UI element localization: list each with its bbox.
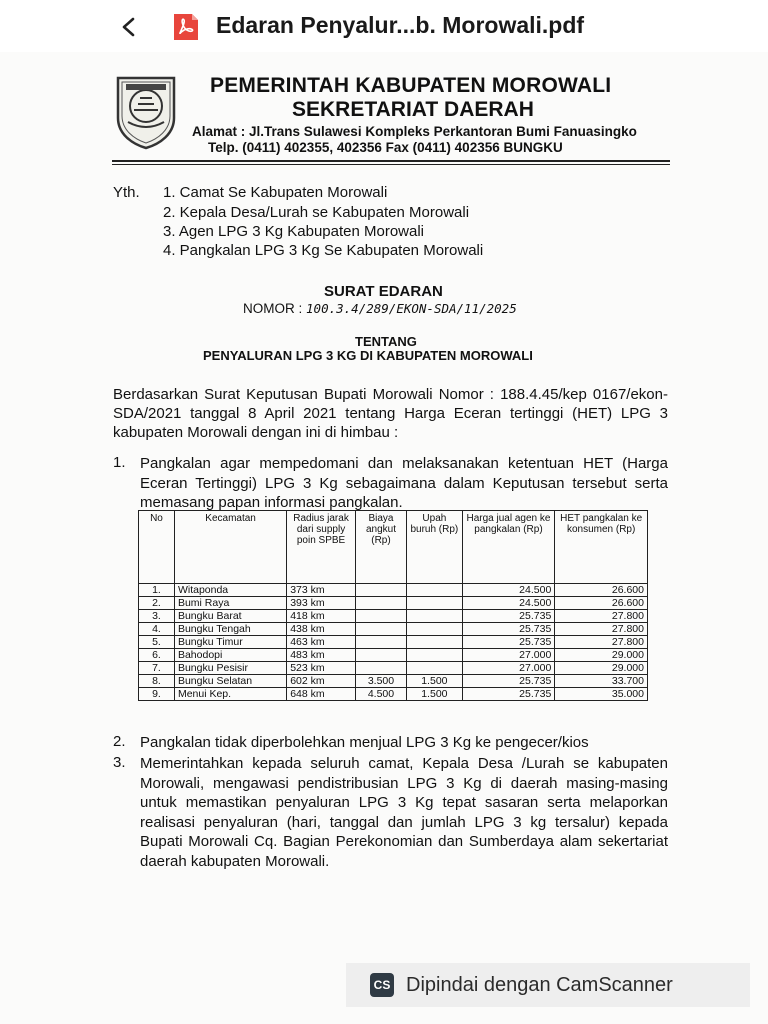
recipients-label: Yth. [113, 184, 140, 201]
point-text: Memerintahkan kepada seluruh camat, Kepala Desa /Lurah se kabupaten Morowali, mengawasi pendistribusian LPG 3 Kg di daerah masing-masing untuk memastikan penyaluran LPG 3 Kg tepat sasaran serta melaporkan realisasi penyaluran (hari, tanggal dan jumlah LPG 3 kg tersalur) kepada Bupati Morowali Cq. Bagian Perekonomian dan Sumberdaya alam sekertariat daerah kabupaten Morowali. [140, 755, 668, 870]
table-cell: 648 km [287, 688, 356, 701]
letterhead-divider [112, 160, 670, 162]
regency-emblem-icon [114, 72, 178, 150]
table-row [139, 610, 648, 623]
point-number: 1. [113, 454, 126, 471]
table-cell [407, 610, 463, 623]
table-cell: 27.000 [462, 649, 555, 662]
table-cell: 1. [139, 584, 175, 597]
letter-title: SURAT EDARAN [324, 283, 443, 300]
table-cell: 27.000 [462, 662, 555, 675]
watermark-text: Dipindai dengan CamScanner [406, 973, 673, 996]
table-cell: 24.500 [462, 597, 555, 610]
document-title: Edaran Penyalur...b. Morowali.pdf [216, 12, 585, 38]
table-cell: 25.735 [462, 688, 555, 701]
table-cell [355, 610, 406, 623]
table-cell: 602 km [287, 675, 356, 688]
intro-paragraph: Berdasarkan Surat Keputusan Bupati Morowali Nomor : 188.4.45/kep 0167/ekon-SDA/2021 tanggal 8 April 2021 tentang Harga Eceran tertinggi (HET) LPG 3 kabupaten Morowali dengan ini di himbau : [113, 386, 668, 441]
table-cell: Bungku Pesisir [174, 662, 286, 675]
table-cell: 463 km [287, 636, 356, 649]
table-cell [355, 636, 406, 649]
letter-number-label: NOMOR : [243, 301, 303, 316]
table-row [139, 597, 648, 610]
letter-subject: PENYALURAN LPG 3 KG DI KABUPATEN MOROWALI [203, 348, 533, 363]
table-header-cell: Biaya angkut (Rp) [355, 511, 406, 584]
recipient-item: 2. Kepala Desa/Lurah se Kabupaten Morowali [163, 204, 470, 221]
letterhead-line-1: PEMERINTAH KABUPATEN MOROWALI [210, 74, 612, 97]
table-cell [407, 584, 463, 597]
recipient-item: 4. Pangkalan LPG 3 Kg Se Kabupaten Morowali [163, 242, 484, 259]
table-cell: 29.000 [555, 662, 648, 675]
table-cell: Menui Kep. [174, 688, 286, 701]
recipient-item: 1. Camat Se Kabupaten Morowali [163, 184, 388, 201]
table-cell: Bungku Selatan [174, 675, 286, 688]
letterhead-phone: Telp. (0411) 402355, 402356 Fax (0411) 402356 BUNGKU [208, 140, 563, 155]
table-cell: 27.800 [555, 623, 648, 636]
table-cell: Bungku Barat [174, 610, 286, 623]
table-cell: 27.800 [555, 610, 648, 623]
table-cell: 8. [139, 675, 175, 688]
table-row [139, 675, 648, 688]
table-row [139, 649, 648, 662]
back-button[interactable] [112, 10, 146, 44]
table-cell [355, 584, 406, 597]
table-cell [355, 649, 406, 662]
table-cell: 25.735 [462, 636, 555, 649]
top-bar [0, 0, 768, 52]
table-header-row [139, 511, 648, 584]
table-cell: 373 km [287, 584, 356, 597]
table-cell: 6. [139, 649, 175, 662]
table-cell: 418 km [287, 610, 356, 623]
table-cell: 483 km [287, 649, 356, 662]
table-cell: 25.735 [462, 623, 555, 636]
table-cell: 27.800 [555, 636, 648, 649]
letter-number [243, 301, 517, 316]
table-cell: Bahodopi [174, 649, 286, 662]
table-cell: 7. [139, 662, 175, 675]
table-cell: 25.735 [462, 610, 555, 623]
table-header-cell: No [139, 511, 175, 584]
table-cell [407, 662, 463, 675]
table-cell [407, 636, 463, 649]
letter-number-value: 100.3.4/289/EKON-SDA/11/2025 [306, 301, 517, 316]
table-cell: 24.500 [462, 584, 555, 597]
point-number: 3. [113, 754, 126, 771]
table-cell: 9. [139, 688, 175, 701]
table-cell: 4.500 [355, 688, 406, 701]
chevron-left-icon [118, 16, 140, 38]
table-cell: 33.700 [555, 675, 648, 688]
table-row [139, 688, 648, 701]
table-header-cell: Radius jarak dari supply poin SPBE [287, 511, 356, 584]
letter-about: TENTANG [355, 334, 417, 349]
table-cell: 1.500 [407, 675, 463, 688]
table-row [139, 636, 648, 649]
table-cell [407, 649, 463, 662]
letterhead-line-2: SEKRETARIAT DAERAH [292, 98, 534, 121]
table-cell: Bungku Timur [174, 636, 286, 649]
recipient-item: 3. Agen LPG 3 Kg Kabupaten Morowali [163, 223, 425, 240]
table-cell: 393 km [287, 597, 356, 610]
table-cell: 26.600 [555, 597, 648, 610]
table-cell: 25.735 [462, 675, 555, 688]
table-cell: Bumi Raya [174, 597, 286, 610]
table-row [139, 584, 648, 597]
table-cell [355, 623, 406, 636]
table-cell: 438 km [287, 623, 356, 636]
table-row [139, 662, 648, 675]
point-text: Pangkalan tidak diperbolehkan menjual LPG 3 Kg ke pengecer/kios [140, 734, 589, 751]
pdf-file-icon [172, 12, 200, 42]
table-cell [355, 662, 406, 675]
table-header-cell: Harga jual agen ke pangkalan (Rp) [462, 511, 555, 584]
table-cell: 29.000 [555, 649, 648, 662]
table-cell [407, 597, 463, 610]
point-text: Pangkalan agar mempedomani dan melaksanakan ketentuan HET (Harga Eceran Tertinggi) LPG 3 Kg sebagaimana dalam Keputusan tersebut serta memasang papan informasi pangkalan. [140, 455, 668, 511]
table-cell: 35.000 [555, 688, 648, 701]
camscanner-watermark [346, 963, 750, 1007]
point-number: 2. [113, 733, 126, 750]
table-cell: 5. [139, 636, 175, 649]
table-cell: 523 km [287, 662, 356, 675]
table-cell: Witaponda [174, 584, 286, 597]
table-row [139, 623, 648, 636]
letterhead-address: Alamat : Jl.Trans Sulawesi Kompleks Perkantoran Bumi Fanuasingko [192, 124, 637, 139]
table-cell: 2. [139, 597, 175, 610]
table-cell: 3.500 [355, 675, 406, 688]
table-body [139, 584, 648, 701]
letterhead-divider-thin [112, 164, 670, 165]
het-table [138, 510, 648, 701]
table-cell: 26.600 [555, 584, 648, 597]
table-cell: 4. [139, 623, 175, 636]
table-cell: Bungku Tengah [174, 623, 286, 636]
camscanner-logo-icon: CS [370, 973, 394, 997]
table-cell [355, 597, 406, 610]
table-header-cell: HET pangkalan ke konsumen (Rp) [555, 511, 648, 584]
table-cell [407, 623, 463, 636]
table-cell: 1.500 [407, 688, 463, 701]
table-header-cell: Upah buruh (Rp) [407, 511, 463, 584]
table-cell: 3. [139, 610, 175, 623]
table-header-cell: Kecamatan [174, 511, 286, 584]
